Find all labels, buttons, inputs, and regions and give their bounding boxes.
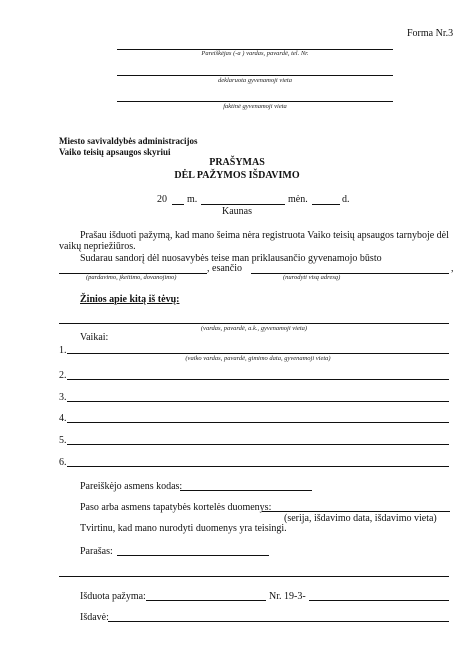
child-field-3[interactable] <box>67 401 449 402</box>
date-year-field[interactable] <box>172 204 184 205</box>
children-caption: (vaiko vardas, pavardė, gimimo data, gyvenamoji vieta) <box>185 355 331 362</box>
recipient-line-2: Vaiko teisių apsaugos skyriui <box>59 147 171 157</box>
confirmation-text: Tvirtinu, kad mano nurodyti duomenys yra teisingi. <box>80 523 287 534</box>
issued-number-label: Nr. 19-3- <box>269 591 306 602</box>
date-m-label: m. <box>187 194 198 205</box>
applicant-code-field[interactable] <box>180 490 312 491</box>
applicant-code-label: Pareiškėjo asmens kodas: <box>80 481 183 492</box>
declared-caption: deklaruota gyvenamoji vieta <box>217 77 292 84</box>
property-address-field[interactable] <box>251 273 449 274</box>
id-card-label: Paso arba asmens tapatybės kortelės duomenys: <box>80 502 272 513</box>
applicant-caption: Pareiškėjas (-a ) vardas, pavardė, tel. Nr. <box>201 50 309 57</box>
child-number-4: 4. <box>59 413 67 424</box>
esancio-label: , esančio <box>207 263 242 274</box>
other-parent-field[interactable] <box>59 323 449 324</box>
address-comma: , <box>451 263 454 274</box>
actual-address-line[interactable] <box>117 101 393 102</box>
id-card-hint: (serija, išdavimo data, išdavimo vieta) <box>284 513 437 524</box>
issued-number-field[interactable] <box>309 600 449 601</box>
child-number-3: 3. <box>59 392 67 403</box>
child-field-1[interactable] <box>67 353 449 354</box>
recipient-line-1: Miesto savivaldybės administracijos <box>59 136 198 146</box>
children-label: Vaikai: <box>80 332 109 343</box>
request-paragraph-line-1: Prašau išduoti pažymą, kad mano šeima nėra registruota Vaiko teisių apsaugos tarnyboje dėl <box>80 230 449 241</box>
other-parent-caption: (vardas, pavardė, a.k., gyvenamoji vieta) <box>200 325 308 332</box>
property-address-caption: (nurodyti visą adresą) <box>283 274 341 281</box>
signature-field[interactable] <box>117 555 269 556</box>
transaction-sentence: Sudarau sandorį dėl nuosavybės teise man priklausančio gyvenamojo būsto <box>80 253 382 264</box>
child-field-4[interactable] <box>67 422 449 423</box>
city: Kaunas <box>222 206 252 217</box>
child-number-1: 1. <box>59 345 67 356</box>
title-line-2: DĖL PAŽYMOS IŠDAVIMO <box>174 170 300 181</box>
title-line-1: PRAŠYMAS <box>209 157 265 168</box>
issued-label: Išduota pažyma: <box>80 591 146 602</box>
date-year-prefix: 20 <box>157 194 167 205</box>
child-field-2[interactable] <box>67 379 449 380</box>
date-d-label: d. <box>342 194 350 205</box>
separator-line <box>59 576 449 577</box>
request-paragraph-line-2: vaikų nepriežiūros. <box>59 241 136 252</box>
date-day-field[interactable] <box>312 204 340 205</box>
child-field-6[interactable] <box>67 466 449 467</box>
issued-by-field[interactable] <box>108 621 449 622</box>
date-men-label: mėn. <box>288 194 308 205</box>
child-number-6: 6. <box>59 457 67 468</box>
date-month-field[interactable] <box>201 204 285 205</box>
form-number: Forma Nr.3 <box>407 28 454 39</box>
other-parent-heading: Žinios apie kitą iš tėvų: <box>80 294 180 305</box>
signature-label: Parašas: <box>80 546 113 557</box>
child-number-5: 5. <box>59 435 67 446</box>
child-number-2: 2. <box>59 370 67 381</box>
issued-by-label: Išdavė: <box>80 612 109 623</box>
transaction-type-caption: (pardavimo, įkeitimo, dovanojimo) <box>86 274 177 281</box>
declared-address-line[interactable] <box>117 75 393 76</box>
actual-caption: faktinė gyvenamoji vieta <box>223 103 287 110</box>
child-field-5[interactable] <box>67 444 449 445</box>
id-card-field[interactable] <box>262 511 450 512</box>
issued-date-field[interactable] <box>146 600 266 601</box>
